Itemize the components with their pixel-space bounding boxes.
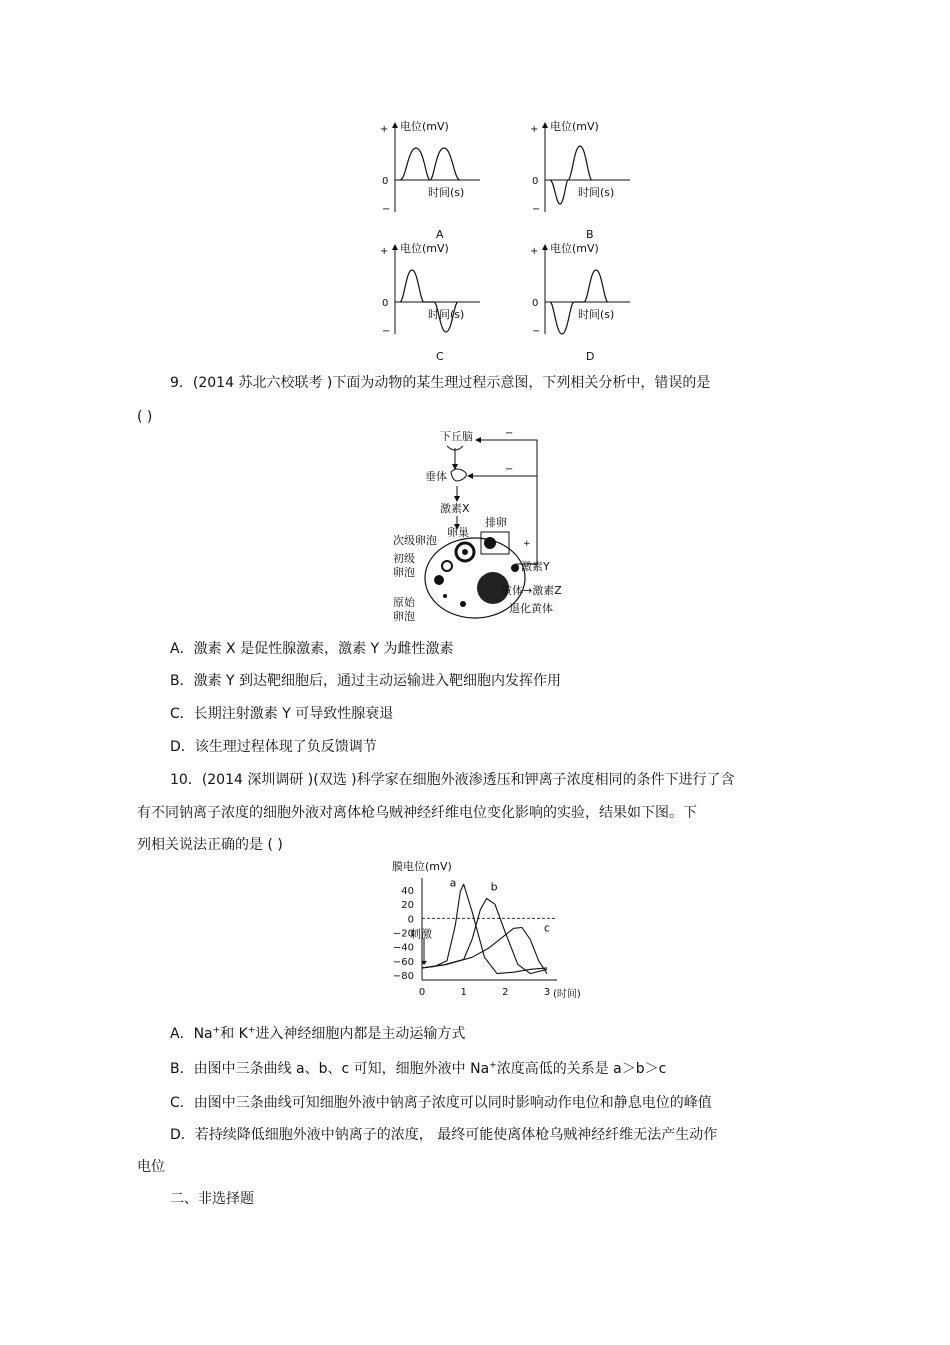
plus-sign: +: [530, 124, 539, 135]
minus-sign: −: [382, 326, 391, 337]
x-tick-label: 3: [543, 987, 551, 998]
primary-follicle-label-1: 初级: [393, 552, 415, 565]
x-axis-label: 时间(s): [428, 308, 465, 321]
q10-option-a-post: 进入神经细胞内都是主动运输方式: [255, 1026, 466, 1042]
q9-stem-line1: 9．(2014 苏北六校联考 )下面为动物的某生理过程示意图，下列相关分析中，错误的是: [170, 375, 711, 391]
x-axis-label: (时间): [553, 989, 581, 1000]
sup-plus: +: [489, 1060, 497, 1071]
plus-sign: +: [380, 124, 389, 135]
membrane-potential-chart: [372, 860, 602, 1015]
q9-option-a: A．激素 X 是促性腺激素，激素 Y 为雌性激素: [170, 641, 454, 657]
y-axis-arrow: [392, 244, 398, 250]
y-tick-label: 20: [401, 900, 414, 912]
stimulus-label: 刺激: [410, 927, 432, 941]
q9-option-b: B．激素 Y 到达靶细胞后，通过主动运输进入靶细胞内发挥作用: [170, 673, 562, 689]
zero-label: 0: [382, 176, 389, 187]
hormone-x-label: 激素X: [440, 502, 470, 515]
waveform-a: [400, 148, 460, 180]
x-axis-label: 时间(s): [428, 186, 465, 199]
series-line-a: [422, 884, 547, 973]
q8-panel-d: [530, 241, 630, 363]
zero-label: 0: [382, 298, 389, 309]
minus-sign: −: [532, 326, 541, 337]
hormone-y-label: 激素Y: [521, 560, 550, 573]
plus-sign: +: [380, 246, 389, 257]
q10-stem-line2: 有不同钠离子浓度的细胞外液对离体枪乌贼神经纤维电位变化影响的实验，结果如下图。下: [137, 805, 697, 821]
panel-label-d: D: [586, 350, 595, 363]
series-label-c: c: [544, 921, 551, 935]
q10-option-a: [170, 1025, 465, 1043]
y-tick-label: −40: [392, 942, 414, 954]
minus-sign: −: [382, 204, 391, 215]
y-axis-arrow: [392, 122, 398, 128]
q10-stem-line1: 10．(2014 深圳调研 )(双选 )科学家在细胞外液渗透压和钾离子浓度相同的条件下进行了含: [170, 772, 735, 788]
q10-option-b: [170, 1060, 666, 1078]
ovary-label: 卵巢: [447, 526, 469, 539]
y-axis-label: 电位(mV): [550, 242, 599, 255]
primary-follicle-label-2: 卵泡: [393, 566, 415, 579]
y-tick-label: −20: [392, 928, 414, 940]
x-tick-label: 1: [460, 987, 467, 998]
minus-sign-2: −: [505, 464, 514, 475]
ovulation-label: 排卵: [485, 516, 507, 529]
plus-sign: +: [523, 539, 531, 549]
corpus-luteum-z-label: 黄体→激素Z: [501, 584, 562, 597]
q9-option-c: C．长期注射激素 Y 可导致性腺衰退: [170, 706, 394, 722]
q10-option-c: C．由图中三条曲线可知细胞外液中钠离子浓度可以同时影响动作电位和静息电位的峰值: [170, 1095, 712, 1111]
y-axis-label: 电位(mV): [400, 242, 449, 255]
degenerated-corpus-label: 退化黄体: [509, 602, 553, 615]
y-axis-arrow: [542, 244, 548, 250]
x-axis-label: 时间(s): [578, 186, 615, 199]
q9-endocrine-diagram: [385, 428, 605, 628]
q8-graphs: [360, 110, 660, 363]
sup-plus: +: [247, 1025, 256, 1036]
x-axis-label: 时间(s): [578, 308, 615, 321]
q10-option-d-line1: D．若持续降低细胞外液中钠离子的浓度， 最终可能使离体枪乌贼神经纤维无法产生动作: [170, 1127, 718, 1143]
y-axis-arrow: [542, 122, 548, 128]
primordial-follicle-label-2: 卵泡: [393, 610, 415, 623]
primordial-follicle-label-1: 原始: [393, 596, 415, 609]
arrowhead: [467, 473, 473, 479]
y-axis-label: 电位(mV): [400, 120, 449, 133]
y-tick-label: −80: [392, 971, 414, 982]
secondary-follicle-label: 次级卵泡: [393, 534, 437, 547]
y-tick-label: −60: [392, 956, 414, 968]
q10-option-b-pre: B．由图中三条曲线 a、b、c 可知，细胞外液中 Na: [170, 1061, 490, 1077]
zero-label: 0: [532, 298, 539, 309]
q10-option-d-line2: 电位: [137, 1159, 165, 1175]
panel-label-c: C: [436, 350, 444, 363]
y-axis-label: 膜电位(mV): [392, 860, 452, 873]
y-axis-label: 电位(mV): [550, 120, 599, 133]
y-tick-label: 40: [401, 886, 414, 897]
q8-panel-a: [380, 119, 480, 241]
arrowhead: [475, 437, 481, 443]
q10-option-b-post: 浓度高低的关系是 a＞b＞c: [496, 1061, 667, 1077]
plus-sign: +: [530, 246, 539, 257]
q9-stem-line2: ( ): [137, 409, 153, 425]
x-tick-label: 0: [418, 987, 426, 998]
section-heading-non-choice: 二、非选择题: [170, 1191, 254, 1207]
panel-label-b: B: [586, 228, 594, 241]
waveform-c: [400, 270, 458, 332]
minus-sign-1: −: [505, 428, 514, 439]
q8-panel-c: [380, 241, 480, 363]
series-label-a: a: [449, 876, 457, 890]
q10-option-a-mid: 和 K: [220, 1026, 248, 1042]
q10-option-a-pre: A．Na: [170, 1026, 213, 1042]
q10-stem-line3: 列相关说法正确的是 ( ): [137, 837, 283, 853]
x-tick-label: 2: [502, 987, 509, 998]
minus-sign: −: [532, 204, 541, 215]
zero-label: 0: [532, 176, 539, 187]
sup-plus: +: [212, 1025, 221, 1036]
q8-panel-b: [530, 119, 630, 241]
pituitary-label: 垂体: [425, 470, 447, 483]
q9-option-d: D．该生理过程体现了负反馈调节: [170, 739, 377, 755]
panel-label-a: A: [436, 228, 444, 241]
y-tick-label: 0: [407, 914, 414, 926]
hypothalamus-label: 下丘脑: [440, 430, 473, 443]
feedback-line-outer: [503, 440, 537, 564]
series-label-b: b: [490, 880, 498, 894]
series-line-c: [422, 928, 547, 974]
